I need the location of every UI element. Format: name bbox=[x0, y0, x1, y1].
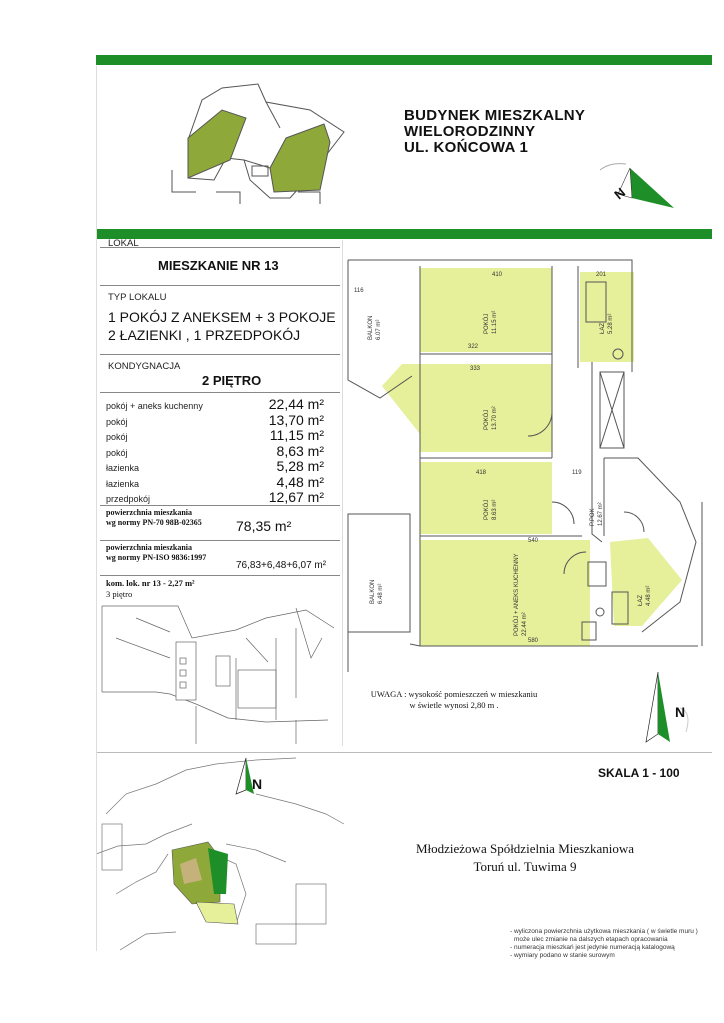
balkon-2-area: 6.48 m² bbox=[378, 583, 384, 604]
room-row bbox=[106, 396, 324, 412]
room-name: pokój bbox=[106, 432, 128, 442]
pokoj-1-label: POKÓJ bbox=[484, 313, 490, 334]
laz-2-label: ŁAZ bbox=[638, 594, 644, 606]
lokal-label: LOKAL bbox=[108, 238, 139, 249]
room-pokoj-2 bbox=[382, 364, 552, 452]
title-line-3: UL. KOŃCOWA 1 bbox=[404, 139, 529, 156]
footnote-4: - wymiary podano w stanie surowym bbox=[510, 952, 615, 959]
kom-line-2: 3 piętro bbox=[106, 589, 133, 599]
pn70-label bbox=[106, 508, 202, 528]
room-row bbox=[106, 458, 324, 474]
uwaga-line-2: w świetle wynosi 2,80 m . bbox=[409, 700, 499, 710]
north-arrow-icon bbox=[630, 668, 700, 750]
divider bbox=[100, 285, 340, 286]
room-row bbox=[106, 412, 324, 428]
room-name: łazienka bbox=[106, 478, 140, 489]
kondygnacja-value: 2 PIĘTRO bbox=[202, 373, 262, 388]
pn70-label-1: powierzchnia mieszkania bbox=[106, 508, 192, 517]
dim-580: 580 bbox=[528, 638, 539, 644]
laz-2-area: 4.48 m² bbox=[646, 585, 652, 606]
room-name: przedpokój bbox=[106, 494, 151, 504]
dim-322: 322 bbox=[468, 344, 479, 350]
dim-119: 119 bbox=[572, 470, 582, 476]
pn70-label-2: wg normy PN-70 98B-02365 bbox=[106, 518, 202, 527]
title-line-1: BUDYNEK MIESZKALNY bbox=[404, 107, 586, 124]
pokoj-2-area: 13.70 m² bbox=[492, 406, 498, 430]
dim-201: 201 bbox=[596, 272, 607, 278]
cooperative-line-2: Toruń ul. Tuwima 9 bbox=[473, 859, 577, 874]
apartment-number: MIESZKANIE NR 13 bbox=[158, 258, 279, 273]
uwaga-note bbox=[354, 689, 554, 711]
divider bbox=[100, 575, 340, 576]
divider bbox=[100, 505, 340, 506]
footnote-2: może ulec zmianie na dalszych etapach opracowania bbox=[514, 936, 668, 943]
room-row bbox=[106, 489, 324, 505]
title-line-2: WIELORODZINNY bbox=[404, 123, 536, 140]
aneks-label: POKÓJ + ANEKS KUCHENNY bbox=[514, 553, 520, 636]
room-area: 12,67 m² bbox=[268, 489, 324, 505]
laz-1-label: ŁAZ bbox=[600, 322, 606, 334]
room-area: 8,63 m² bbox=[276, 442, 324, 459]
scale-label: SKALA 1 - 100 bbox=[598, 766, 680, 780]
top-green-bar bbox=[96, 55, 712, 65]
room-laz-2 bbox=[610, 538, 682, 626]
typ-line-1: 1 POKÓJ Z ANEKSEM + 3 POKOJE bbox=[108, 309, 336, 325]
balkon-2-label: BALKON bbox=[370, 579, 376, 604]
room-row bbox=[106, 427, 324, 443]
cooperative-name bbox=[400, 840, 650, 876]
room-name: pokój bbox=[106, 447, 128, 458]
room-pokoj-1 bbox=[420, 268, 552, 352]
typ-label: TYP LOKALU bbox=[108, 292, 167, 303]
frame-info-right bbox=[342, 240, 343, 746]
kom-line-1: kom. lok. nr 13 - 2,27 m² bbox=[106, 578, 195, 588]
pokoj-3-area: 8.63 m² bbox=[492, 499, 498, 520]
iso-label bbox=[106, 543, 206, 563]
dim-418: 418 bbox=[476, 470, 487, 476]
kondygnacja-label: KONDYGNACJA bbox=[108, 361, 181, 372]
typ-line-2: 2 ŁAZIENKI , 1 PRZEDPOKÓJ bbox=[108, 327, 301, 343]
room-area: 11,15 m² bbox=[269, 427, 324, 443]
divider bbox=[100, 354, 340, 355]
iso-label-1: powierzchnia mieszkania bbox=[106, 543, 192, 552]
footnote-1: - wyliczona powierzchnia użytkowa mieszkania ( w świetle muru ) bbox=[510, 928, 698, 935]
room-area: 4,48 m² bbox=[276, 473, 324, 490]
floor-plan bbox=[342, 252, 714, 676]
room-row bbox=[106, 474, 324, 490]
north-letter: N bbox=[675, 704, 686, 720]
room-laz-1 bbox=[580, 272, 634, 362]
uwaga-line-1: UWAGA : wysokość pomieszczeń w mieszkaniu bbox=[370, 689, 538, 699]
divider bbox=[100, 247, 340, 248]
room-aneks bbox=[420, 540, 590, 646]
storage-plan bbox=[96, 598, 336, 746]
divider bbox=[100, 540, 340, 541]
dim-333: 333 bbox=[470, 366, 481, 372]
pokoj-3-label: POKÓJ bbox=[484, 499, 490, 520]
room-list bbox=[106, 396, 324, 505]
room-area: 5,28 m² bbox=[276, 458, 324, 474]
north-letter: N bbox=[252, 776, 263, 792]
middle-green-bar bbox=[96, 229, 712, 239]
room-area: 22,44 m² bbox=[268, 396, 324, 412]
cooperative-line-1: Młodzieżowa Spółdzielnia Mieszkaniowa bbox=[415, 841, 635, 856]
room-row bbox=[106, 443, 324, 459]
footnote-3: - numeracja mieszkań jest jedynie numeracją katalogową bbox=[510, 944, 675, 951]
pokoj-1-area: 11.15 m² bbox=[492, 310, 498, 334]
laz-1-area: 5.28 m² bbox=[608, 313, 614, 334]
dim-410: 410 bbox=[492, 272, 503, 278]
building-silhouette bbox=[170, 80, 360, 210]
room-area: 13,70 m² bbox=[268, 411, 324, 428]
north-arrow-icon bbox=[590, 160, 680, 220]
divider bbox=[100, 392, 340, 393]
aneks-area: 22.44 m² bbox=[522, 612, 528, 636]
room-name: pokój bbox=[106, 416, 128, 427]
pn70-value: 78,35 m² bbox=[236, 518, 292, 534]
dim-label: 116 bbox=[354, 288, 364, 294]
frame-left bbox=[96, 66, 97, 951]
balkon-1-label: BALKON bbox=[368, 315, 374, 340]
iso-label-2: wg normy PN-ISO 9836:1997 bbox=[106, 553, 207, 562]
ppok-area: 12.67 m² bbox=[598, 502, 604, 526]
room-name: łazienka bbox=[106, 463, 140, 473]
iso-value: 76,83+6,48+6,07 m² bbox=[236, 560, 327, 571]
north-letter: N bbox=[611, 184, 629, 203]
building-title bbox=[404, 108, 585, 156]
footnotes bbox=[510, 928, 698, 960]
site-plan bbox=[96, 754, 346, 966]
pokoj-2-label: POKÓJ bbox=[484, 409, 490, 430]
divider bbox=[96, 752, 712, 753]
room-name: pokój + aneks kuchenny bbox=[106, 401, 203, 411]
balkon-1-area: 6.07 m² bbox=[376, 319, 382, 340]
ppok-label: P.POK bbox=[590, 508, 596, 526]
dim-540: 540 bbox=[528, 538, 539, 544]
